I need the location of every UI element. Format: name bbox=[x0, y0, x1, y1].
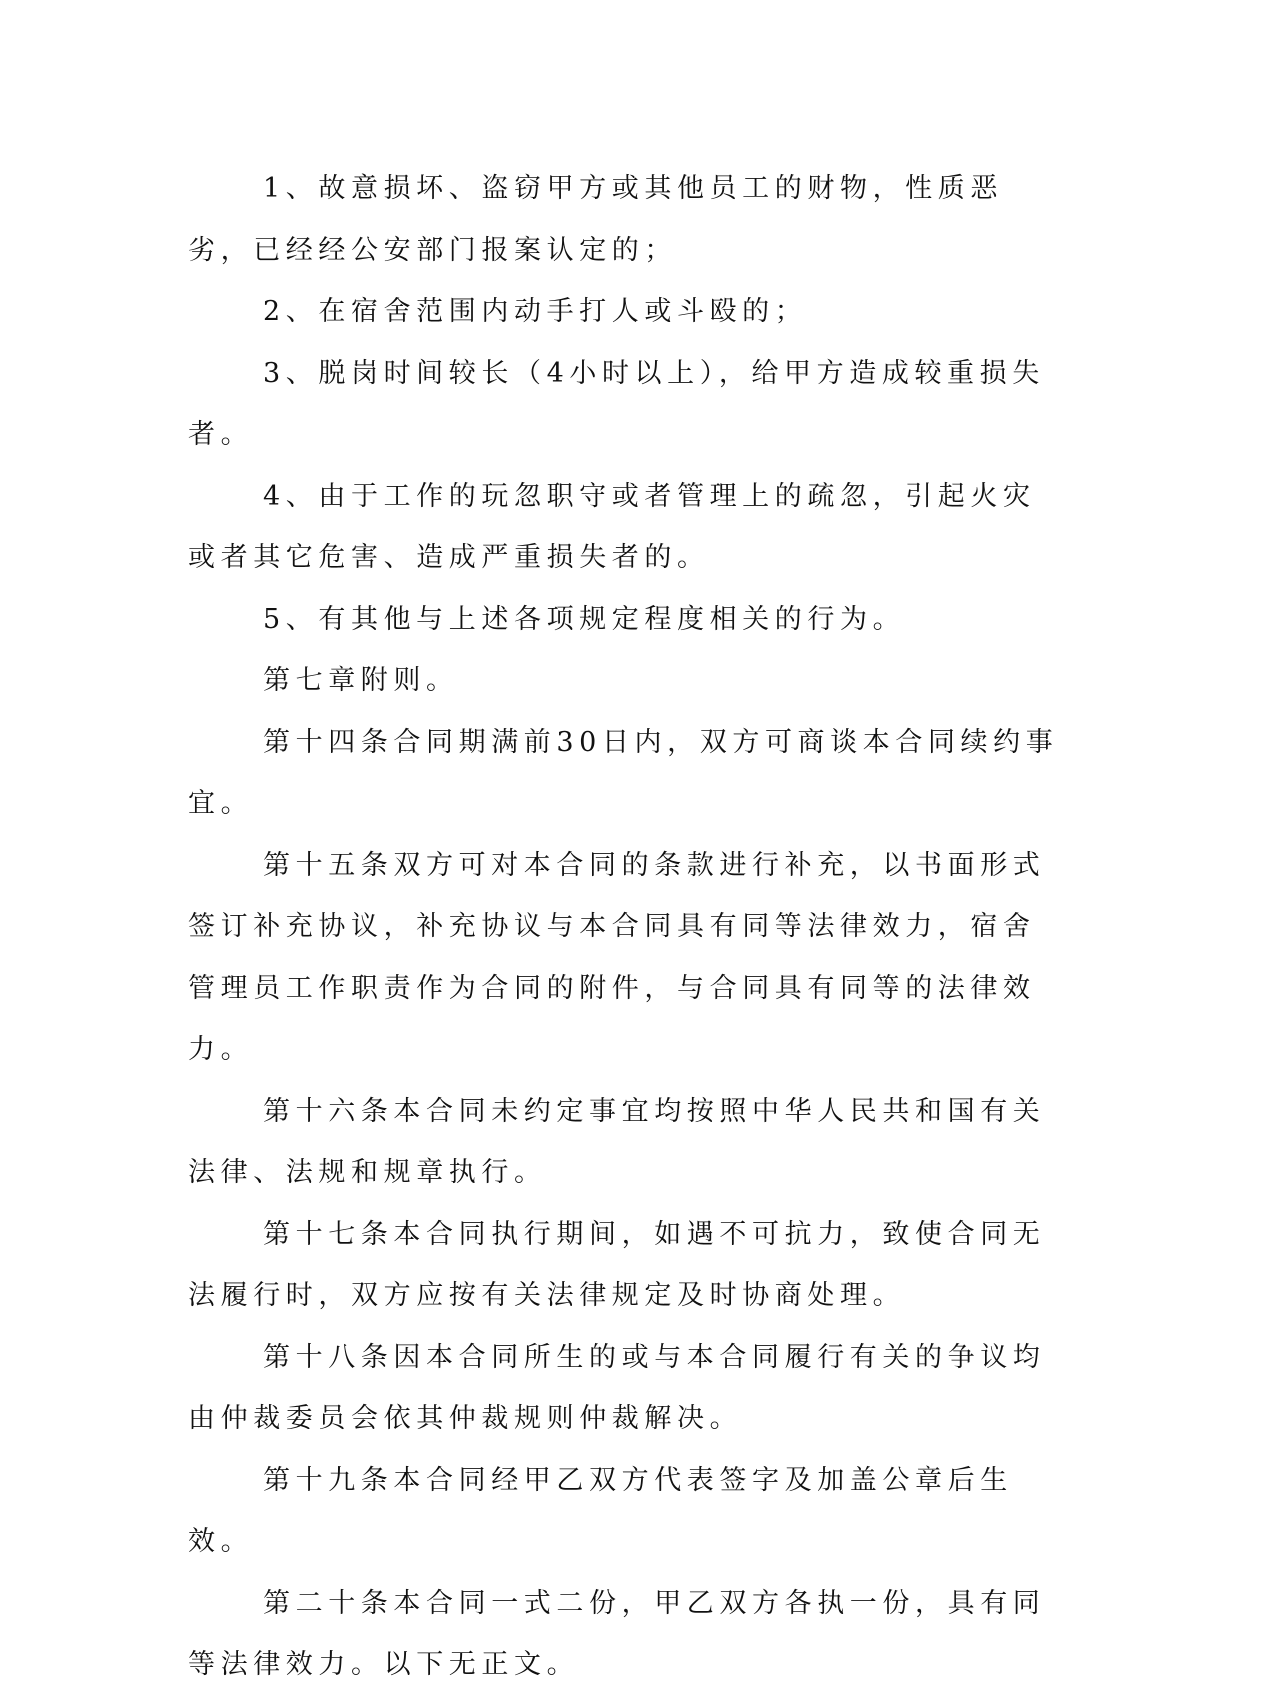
article-16: 第十六条本合同未约定事宜均按照中华人民共和国有关法律、法规和规章执行。 bbox=[188, 1095, 1046, 1188]
article-17: 第十七条本合同执行期间，如遇不可抗力，致使合同无法履行时，双方应按有关法律规定及时协商处理。 bbox=[188, 1218, 1046, 1311]
document-body bbox=[188, 158, 1068, 1696]
paragraph-clause-4: 4、由于工作的玩忽职守或者管理上的疏忽，引起火灾或者其它危害、造成严重损失者的。 bbox=[188, 480, 1036, 573]
article-19: 第十九条本合同经甲乙双方代表签字及加盖公章后生效。 bbox=[188, 1464, 1013, 1557]
article-18: 第十八条因本合同所生的或与本合同履行有关的争议均由仲裁委员会依其仲裁规则仲裁解决。 bbox=[188, 1341, 1046, 1434]
article-14: 第十四条合同期满前30日内，双方可商谈本合同续约事宜。 bbox=[188, 726, 1059, 819]
article-15: 第十五条双方可对本合同的条款进行补充，以书面形式签订补充协议，补充协议与本合同具有同等法律效力，宿舍管理员工作职责作为合同的附件，与合同具有同等的法律效力。 bbox=[188, 849, 1046, 1065]
paragraph-clause-1: 1、故意损坏、盗窃甲方或其他员工的财物，性质恶劣，已经经公安部门报案认定的； bbox=[188, 173, 1003, 266]
article-20: 第二十条本合同一式二份，甲乙双方各执一份，具有同等法律效力。以下无正文。 bbox=[188, 1587, 1046, 1680]
paragraph-clause-5: 5、有其他与上述各项规定程度相关的行为。 bbox=[263, 603, 906, 635]
paragraph-clause-3: 3、脱岗时间较长（4小时以上），给甲方造成较重损失者。 bbox=[188, 357, 1045, 450]
chapter-heading: 第七章附则。 bbox=[263, 665, 459, 696]
paragraph-clause-2: 2、在宿舍范围内动手打人或斗殴的； bbox=[263, 296, 808, 327]
